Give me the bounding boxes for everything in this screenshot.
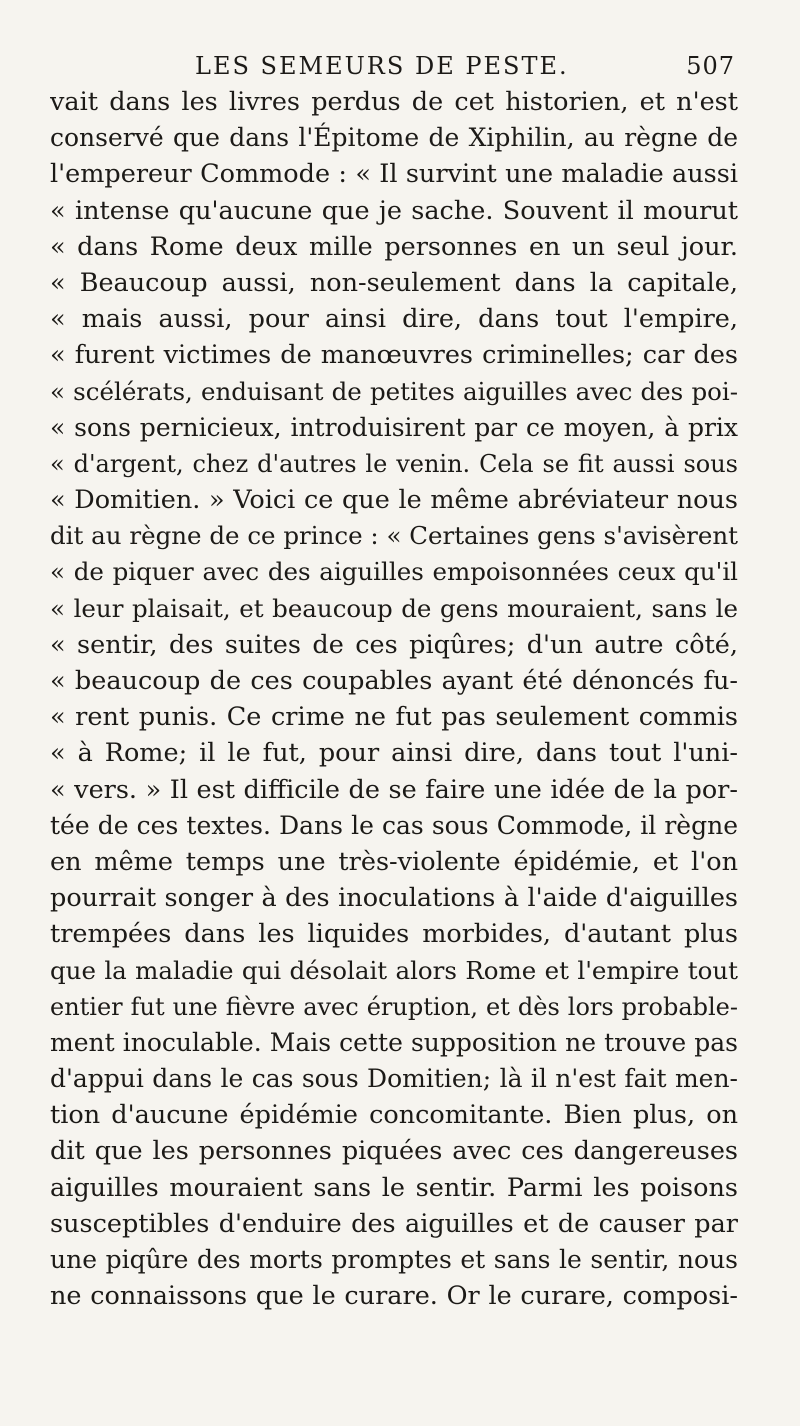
text-line: une piqûre des morts promptes et sans le sentir, nous	[50, 1245, 738, 1274]
text-line: « dans Rome deux mille personnes en un seul jour.	[50, 231, 738, 262]
text-line: « furent victimes de manœuvres criminelles; car des	[50, 340, 738, 371]
body-text	[50, 84, 738, 1314]
text-line: « Beaucoup aussi, non-seulement dans la capitale,	[50, 267, 738, 298]
text-line: « à Rome; il le fut, pour ainsi dire, dans tout l'uni-	[50, 738, 738, 769]
text-line: tée de ces textes. Dans le cas sous Commode, il règne	[50, 810, 738, 840]
text-line: « d'argent, chez d'autres le venin. Cela se fit aussi sous	[50, 449, 738, 478]
text-line: « sentir, des suites de ces piqûres; d'un autre côté,	[50, 629, 738, 660]
text-line: l'empereur Commode : « Il survint une maladie aussi	[50, 159, 738, 190]
text-line: tion d'aucune épidémie concomitante. Bien plus, on	[50, 1100, 738, 1131]
text-line: « vers. » Il est difficile de se faire une idée de la por-	[50, 774, 738, 805]
page-number: 507	[686, 52, 735, 80]
text-line: ne connaissons que le curare. Or le curare, composi-	[50, 1281, 738, 1312]
text-line: susceptibles d'enduire des aiguilles et de causer par	[50, 1208, 738, 1239]
text-line: pourrait songer à des inoculations à l'aide d'aiguilles	[50, 883, 738, 914]
text-line: ment inoculable. Mais cette supposition ne trouve pas	[50, 1027, 738, 1057]
text-line: trempées dans les liquides morbides, d'autant plus	[50, 919, 738, 950]
text-line: vait dans les livres perdus de cet historien, et n'est	[50, 87, 738, 117]
text-line: que la maladie qui désolait alors Rome et l'empire tout	[50, 955, 738, 985]
text-line: « intense qu'aucune que je sache. Souvent il mourut	[50, 195, 738, 226]
text-line: « rent punis. Ce crime ne fut pas seulement commis	[50, 702, 738, 733]
running-head	[195, 48, 735, 84]
text-line: « Domitien. » Voici ce que le même abréviateur nous	[50, 485, 738, 516]
text-line: d'appui dans le cas sous Domitien; là il n'est fait men-	[50, 1064, 738, 1094]
text-line: « leur plaisait, et beaucoup de gens mouraient, sans le	[50, 593, 738, 623]
text-line: conservé que dans l'Épitome de Xiphilin, au règne de	[50, 123, 738, 153]
text-line: entier fut une fièvre avec éruption, et dès lors probable-	[50, 992, 738, 1021]
running-head-title: LES SEMEURS DE PESTE.	[195, 52, 569, 80]
text-line: « mais aussi, pour ainsi dire, dans tout l'empire,	[50, 304, 738, 335]
text-line: « de piquer avec des aiguilles empoisonnées ceux qu'il	[50, 557, 738, 587]
text-line: aiguilles mouraient sans le sentir. Parmi les poisons	[50, 1172, 738, 1203]
text-line: « scélérats, enduisant de petites aiguilles avec des poi-	[50, 376, 738, 406]
text-line: dit au règne de ce prince : « Certaines gens s'avisèrent	[50, 521, 738, 551]
text-line: « beaucoup de ces coupables ayant été dénoncés fu-	[50, 666, 738, 696]
text-line: « sons pernicieux, introduisirent par ce moyen, à prix	[50, 412, 738, 442]
text-line: dit que les personnes piquées avec ces dangereuses	[50, 1136, 738, 1167]
text-line: en même temps une très-violente épidémie, et l'on	[50, 846, 738, 877]
